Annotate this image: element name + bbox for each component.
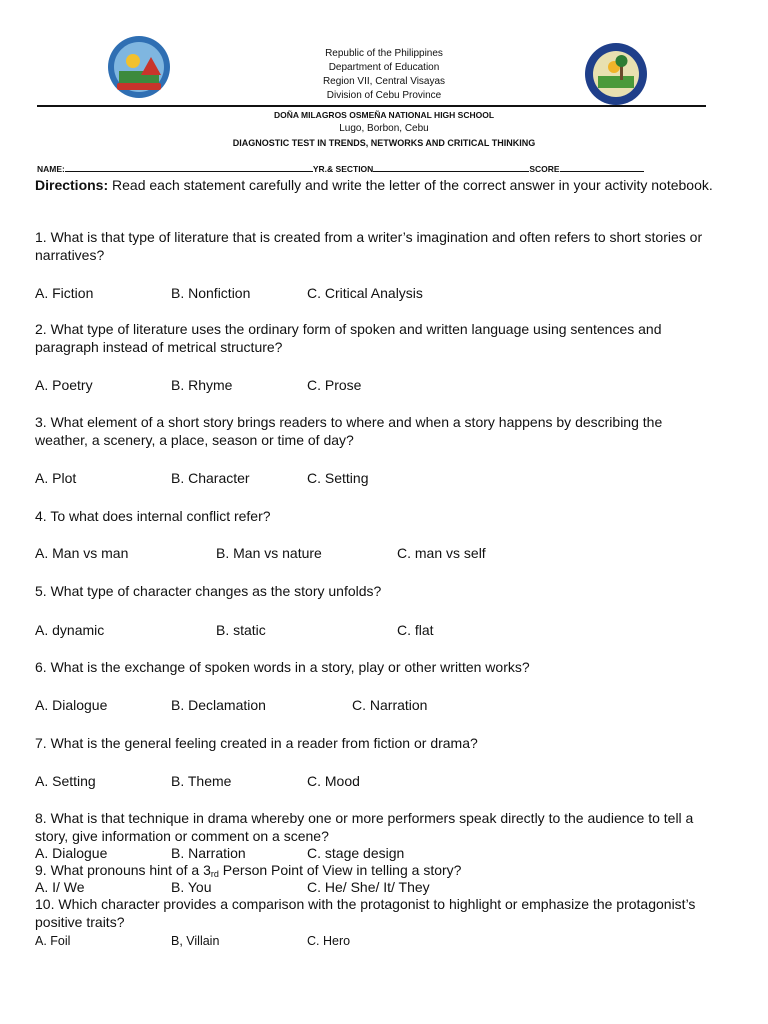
question-text-part: Person Point of View in telling a story? bbox=[218, 862, 462, 878]
question-text-part: 9. What pronouns hint of a 3 bbox=[35, 862, 211, 878]
answer-option: A. I/ We bbox=[35, 879, 85, 895]
answer-option: B. Rhyme bbox=[171, 377, 233, 393]
header-line: Division of Cebu Province bbox=[326, 90, 442, 101]
answer-option: C. Prose bbox=[307, 377, 362, 393]
school-address: Lugo, Borbon, Cebu bbox=[339, 123, 429, 134]
answer-option: C. Hero bbox=[307, 934, 351, 948]
question-text: 6. What is the exchange of spoken words in a story, play or other written works? bbox=[35, 659, 530, 675]
answer-option: B. Nonfiction bbox=[171, 285, 251, 301]
answer-option: C. Narration bbox=[352, 697, 428, 713]
question-text: 1. What is that type of literature that is created from a writer’s imagination and often refers to short stories or narratives? bbox=[35, 229, 703, 263]
question-text: 10. Which character provides a comparison with the protagonist to highlight or emphasize the protagonist’s positive traits? bbox=[35, 896, 696, 930]
directions-label: Directions: bbox=[35, 177, 109, 193]
answer-option: A. dynamic bbox=[35, 622, 105, 638]
agency-header bbox=[0, 47, 768, 103]
directions bbox=[35, 177, 715, 195]
question-text: 8. What is that technique in drama whereby one or more performers speak directly to the audience to tell a story, give information or comment on a scene? bbox=[35, 810, 694, 844]
answer-option: B. Declamation bbox=[171, 697, 266, 713]
answer-option: B. Man vs nature bbox=[216, 545, 322, 561]
header-line: Region VII, Central Visayas bbox=[322, 76, 446, 87]
answer-option: C. Mood bbox=[307, 773, 360, 789]
answer-option: B. static bbox=[216, 622, 266, 638]
answer-option: B. Character bbox=[171, 470, 250, 486]
answer-option: C. man vs self bbox=[397, 545, 486, 561]
name-label: NAME: bbox=[37, 164, 65, 174]
school-name: DOÑA MILAGROS OSMEÑA NATIONAL HIGH SCHOOL bbox=[273, 110, 495, 120]
answer-option: C. He/ She/ It/ They bbox=[307, 879, 430, 895]
answer-option: A. Dialogue bbox=[35, 845, 108, 861]
answer-option: B. Narration bbox=[171, 845, 246, 861]
header-line: Republic of the Philippines bbox=[325, 48, 443, 59]
answer-option: B. You bbox=[171, 879, 212, 895]
header-divider bbox=[37, 105, 706, 107]
answer-option: C. Setting bbox=[307, 470, 369, 486]
answer-option: C. Critical Analysis bbox=[307, 285, 423, 301]
question-text: 5. What type of character changes as the story unfolds? bbox=[35, 583, 382, 599]
student-info-line bbox=[37, 163, 644, 174]
answer-option: A. Plot bbox=[35, 470, 77, 486]
school-header bbox=[0, 108, 768, 150]
score-label: SCORE bbox=[529, 164, 560, 174]
question-text: 3. What element of a short story brings readers to where and when a story happens by describing the weather, a scenery, a place, season or time of day? bbox=[35, 414, 663, 448]
question-text: 2. What type of literature uses the ordinary form of spoken and written language using sentences and paragraph instead of metrical structure? bbox=[35, 321, 662, 355]
question-text: 4. To what does internal conflict refer? bbox=[35, 508, 271, 524]
answer-option: A. Poetry bbox=[35, 377, 93, 393]
score-blank[interactable] bbox=[560, 163, 644, 172]
answer-option: A. Setting bbox=[35, 773, 96, 789]
directions-text: Read each statement carefully and write the letter of the correct answer in your activity notebook. bbox=[108, 177, 713, 193]
answer-option: A. Dialogue bbox=[35, 697, 108, 713]
section-blank[interactable] bbox=[373, 163, 529, 172]
answer-option: C. stage design bbox=[307, 845, 405, 861]
ordinal-suffix: rd bbox=[210, 869, 219, 879]
answer-option: C. flat bbox=[397, 622, 434, 638]
header-line: Department of Education bbox=[328, 62, 440, 73]
answer-option: A. Foil bbox=[35, 934, 71, 948]
answer-option: B. Theme bbox=[171, 773, 232, 789]
name-blank[interactable] bbox=[65, 163, 313, 172]
answer-option: B, Villain bbox=[171, 934, 220, 948]
question-text: 7. What is the general feeling created in a reader from fiction or drama? bbox=[35, 735, 478, 751]
answer-option: A. Fiction bbox=[35, 285, 94, 301]
answer-option: A. Man vs man bbox=[35, 545, 129, 561]
section-label: YR.& SECTION bbox=[312, 164, 374, 174]
test-title: DIAGNOSTIC TEST IN TRENDS, NETWORKS AND CRITICAL THINKING bbox=[232, 138, 536, 148]
